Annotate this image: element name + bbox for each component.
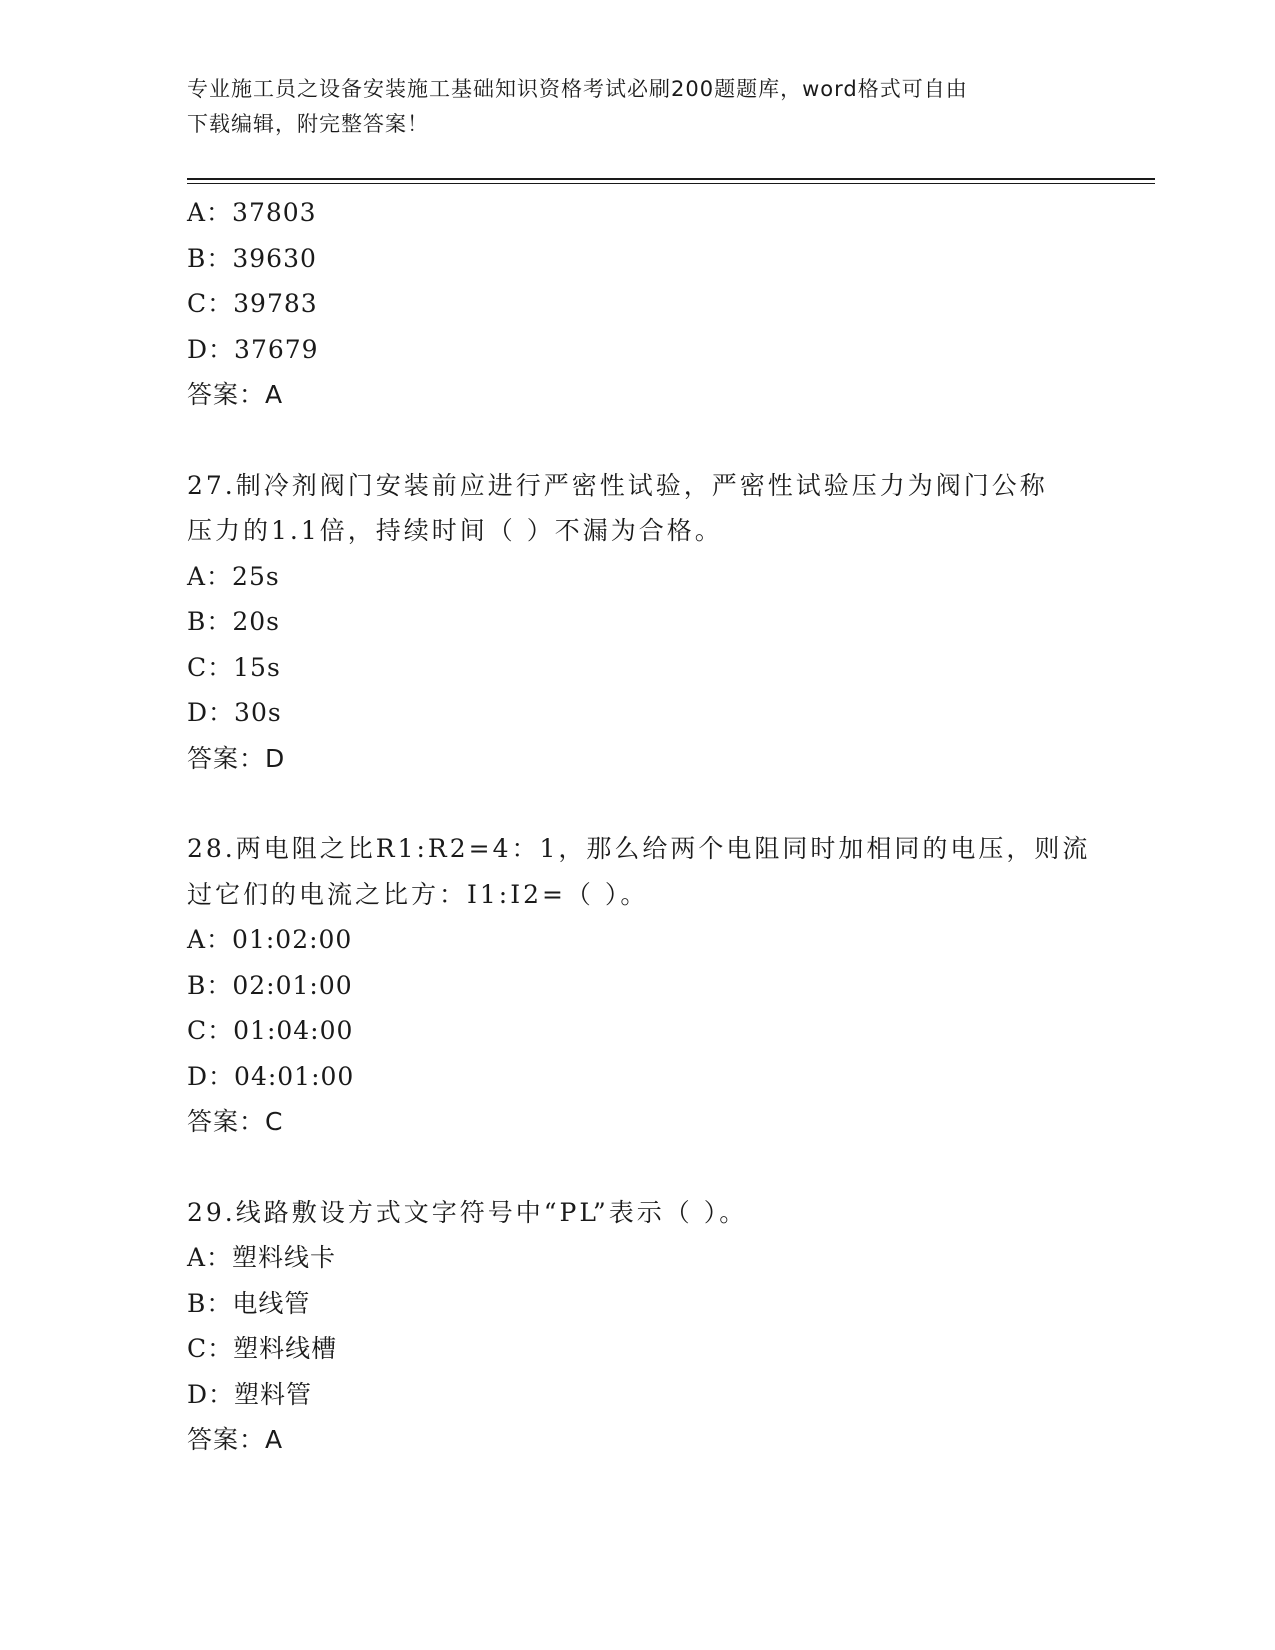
option-a: A：37803	[187, 198, 317, 227]
document-header	[187, 72, 1087, 142]
question-28	[187, 826, 1091, 1145]
answer: 答案：D	[187, 743, 286, 773]
header-divider-thick	[187, 178, 1155, 180]
question-content	[187, 190, 1091, 1463]
option-b: B：39630	[187, 243, 317, 273]
option-c: C：39783	[187, 289, 318, 318]
answer: 答案：A	[187, 380, 284, 409]
header-line-1: 专业施工员之设备安装施工基础知识资格考试必刷200题题库，word格式可自由	[187, 77, 968, 101]
header-divider-thin	[187, 183, 1155, 184]
question-stem: 27.制冷剂阀门安装前应进行严密性试验，严密性试验压力为阀门公称	[187, 470, 1048, 500]
option-a: A：01:02:00	[187, 925, 353, 954]
option-d: D：04:01:00	[187, 1061, 355, 1091]
question-stem: 29.线路敷设方式文字符号中“PL”表示（ ）。	[187, 1197, 748, 1227]
option-a: A：25s	[187, 561, 280, 591]
answer: 答案：C	[187, 1107, 284, 1136]
question-29	[187, 1190, 1087, 1463]
option-b: B：20s	[187, 607, 281, 636]
option-c: C：15s	[187, 652, 281, 682]
option-a: A：塑料线卡	[187, 1243, 337, 1272]
question-stem-continued: 过它们的电流之比方：I1:I2=（ ）。	[187, 879, 649, 909]
question-stem-continued: 压力的1.1倍，持续时间（ ）不漏为合格。	[187, 516, 723, 545]
option-d: D：30s	[187, 698, 282, 727]
header-line-2: 下载编辑，附完整答案！	[187, 112, 429, 136]
option-d: D：37679	[187, 334, 319, 364]
option-c: C：01:04:00	[187, 1016, 354, 1045]
option-b: B：电线管	[187, 1288, 311, 1318]
answer: 答案：A	[187, 1425, 284, 1454]
question-26	[187, 190, 1087, 418]
question-stem: 28.两电阻之比R1:R2=4：1，那么给两个电阻同时加相同的电压，则流	[187, 834, 1091, 863]
question-27	[187, 463, 1087, 782]
option-c: C：塑料线槽	[187, 1334, 338, 1363]
option-b: B：02:01:00	[187, 970, 353, 1000]
option-d: D：塑料管	[187, 1379, 313, 1409]
